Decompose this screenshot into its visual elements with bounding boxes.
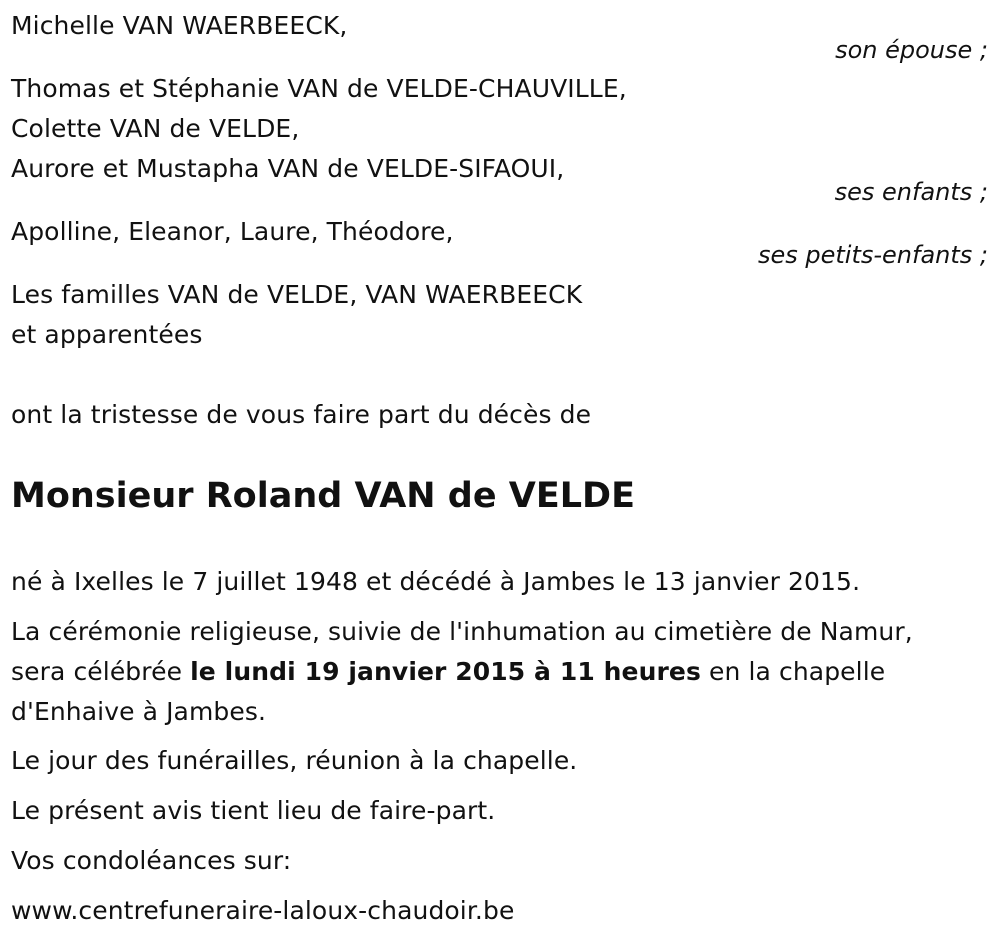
grandchildren-names: Apolline, Eleanor, Laure, Théodore, bbox=[11, 217, 454, 246]
child-name: Aurore et Mustapha VAN de VELDE-SIFAOUI, bbox=[11, 154, 565, 183]
ceremony-text: La cérémonie religieuse, suivie de l'inhumation au cimetière de Namur, bbox=[11, 617, 913, 646]
extended-family: Les familles VAN de VELDE, VAN WAERBEECK bbox=[11, 280, 583, 309]
ceremony-date: le lundi 19 janvier 2015 à 11 heures bbox=[190, 657, 701, 686]
gathering-info: Le jour des funérailles, réunion à la chapelle. bbox=[11, 746, 578, 775]
child-name: Thomas et Stéphanie VAN de VELDE-CHAUVILLE, bbox=[11, 74, 627, 103]
ceremony-text: d'Enhaive à Jambes. bbox=[11, 697, 267, 726]
deceased-name: Monsieur Roland VAN de VELDE bbox=[11, 476, 636, 516]
ceremony-text bbox=[11, 657, 885, 687]
condolences-label: Vos condoléances sur: bbox=[11, 846, 292, 875]
spouse-name: Michelle VAN WAERBEECK, bbox=[11, 11, 348, 40]
spouse-role: son épouse ; bbox=[835, 36, 988, 64]
notice-text: Le présent avis tient lieu de faire-part. bbox=[11, 796, 496, 825]
children-role: ses enfants ; bbox=[834, 178, 988, 206]
ceremony-text-prefix: sera célébrée bbox=[11, 657, 191, 686]
extended-family: et apparentées bbox=[11, 320, 203, 349]
condolences-website-link[interactable]: www.centrefuneraire-laloux-chaudoir.be bbox=[11, 896, 515, 925]
grandchildren-role: ses petits-enfants ; bbox=[757, 241, 988, 269]
birth-death-info: né à Ixelles le 7 juillet 1948 et décédé à Jambes le 13 janvier 2015. bbox=[11, 567, 861, 596]
child-name: Colette VAN de VELDE, bbox=[11, 114, 300, 143]
announcement-intro: ont la tristesse de vous faire part du décès de bbox=[11, 400, 592, 429]
ceremony-text-suffix: en la chapelle bbox=[700, 657, 886, 686]
